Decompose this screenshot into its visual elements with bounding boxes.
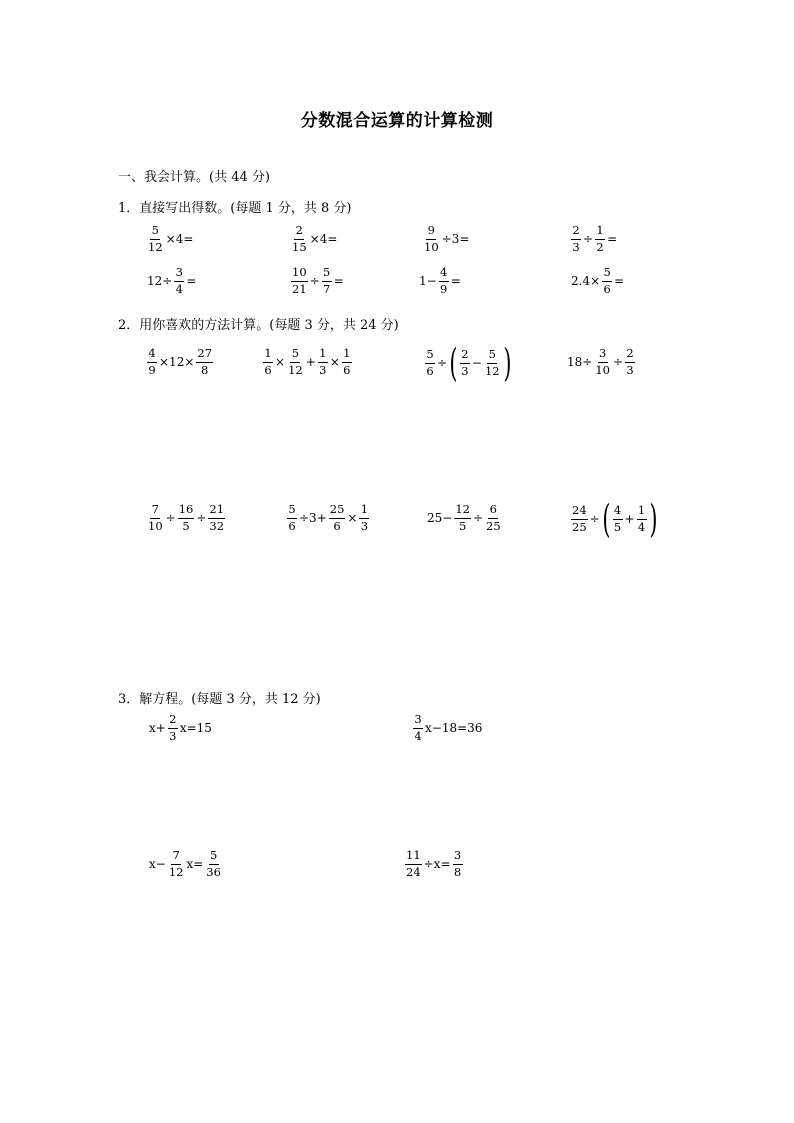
denominator: 6 [288,518,296,533]
denominator: 24 [406,864,421,879]
denominator: 36 [206,864,221,879]
fraction [359,503,369,534]
fraction [287,347,304,378]
fraction [147,224,164,255]
operator-text: 2.4× [571,274,601,289]
denominator: 7 [323,281,331,296]
numerator: 3 [413,713,423,729]
parenthesis: ) [502,341,512,385]
denominator: 10 [595,362,610,377]
operator-text: ÷ [589,512,600,526]
denominator: 4 [637,519,646,534]
operator-text: = [450,274,461,289]
expr-1-6 [290,266,345,297]
denominator: 12 [148,239,163,254]
fraction [453,849,463,880]
numerator: 1 [263,347,273,363]
numerator: 5 [287,503,297,519]
denominator: 10 [148,518,163,533]
operator-text: x= [186,857,204,872]
fraction [196,347,213,378]
denominator: 8 [453,864,462,879]
expr-1-7 [418,266,462,297]
numerator: 10 [291,266,308,282]
numerator: 5 [150,224,160,240]
numerator: 9 [426,224,436,240]
numerator: 2 [571,224,581,240]
denominator: 10 [424,239,439,254]
operator-text: ×4= [309,232,338,247]
expr-2-5 [146,503,226,534]
fraction [342,347,352,378]
denominator: 25 [572,519,587,534]
expr-1-1 [146,224,194,255]
parenthesis: ( [602,497,611,541]
numerator: 25 [329,503,346,519]
fraction [205,849,222,880]
numerator: 3 [453,849,463,865]
numerator: 7 [150,503,160,519]
denominator: 6 [264,362,272,377]
numerator: 5 [209,849,219,865]
operator-text: ÷ [196,511,207,526]
numerator: 1 [318,347,328,363]
fraction [484,348,501,379]
expr-1-2 [290,224,338,255]
fraction [637,504,647,535]
denominator: 3 [169,728,177,743]
fraction [178,503,195,534]
operator-text: + [305,355,316,370]
operator-text: x+ [149,721,166,736]
numerator: 6 [488,503,498,519]
fraction [594,347,611,378]
page-title: 分数混合运算的计算检测 [300,111,494,131]
fraction [625,347,635,378]
denominator: 4 [175,281,183,296]
operator-text: ÷ [309,274,320,289]
operator-text: × [275,355,286,370]
denominator: 5 [458,518,467,533]
numerator: 5 [487,348,497,364]
denominator: 3 [461,363,469,378]
operator-text: = [614,274,625,289]
equation-3-4 [404,849,464,880]
denominator: 6 [333,518,341,533]
operator-text: = [607,232,618,247]
fraction [174,266,184,297]
equation-3-1 [148,713,213,744]
operator-text: 1− [419,274,437,289]
numerator: 2 [625,347,635,363]
operator-text: x−18=36 [425,721,483,736]
fraction [439,266,449,297]
denominator: 15 [292,239,307,254]
denominator: 3 [360,518,369,533]
fraction [571,224,581,255]
numerator: 5 [322,266,332,282]
operator-text: x=15 [179,721,212,736]
expr-2-4 [566,347,636,378]
denominator: 5 [613,519,622,534]
operator-text: 12÷ [147,274,173,289]
question-heading-2: 2．用你喜欢的方法计算。(每题 3 分，共 24 分) [118,318,399,333]
numerator: 5 [425,348,435,364]
fraction [287,503,297,534]
numerator: 1 [595,224,605,240]
operator-text: ÷x= [423,857,451,872]
numerator: 7 [171,849,181,865]
numerator: 4 [147,347,157,363]
question-heading-1: 1．直接写出得数。(每题 1 分，共 8 分) [118,201,352,216]
denominator: 3 [626,362,634,377]
operator-text: ÷ [472,511,484,526]
expr-2-2 [262,347,353,378]
operator-text: ÷ [583,232,594,247]
fraction [318,347,328,378]
numerator: 5 [602,266,612,282]
fraction [168,849,185,880]
operator-text: ÷ [612,355,624,370]
numerator: 12 [454,503,471,519]
denominator: 6 [603,281,611,296]
fraction [423,224,440,255]
numerator: 2 [168,713,178,729]
fraction [263,347,273,378]
fraction [485,503,502,534]
numerator: 2 [294,224,304,240]
expr-1-3 [422,224,470,255]
fraction [454,503,471,534]
operator-text: ÷ [437,356,448,370]
numerator: 27 [196,347,213,363]
numerator: 24 [571,504,588,520]
operator-text: × [329,355,340,370]
expr-2-7 [426,503,503,534]
numerator: 1 [342,347,352,363]
fraction [291,266,308,297]
operator-text: ×4= [165,232,194,247]
expr-2-6 [286,503,370,534]
operator-text: 25− [427,511,453,526]
section-heading-1: 一、我会计算。(共 44 分) [118,170,270,185]
denominator: 21 [292,281,307,296]
operator-text: = [186,274,197,289]
operator-text: x− [149,857,166,872]
fraction [291,224,308,255]
operator-text: + [624,512,635,526]
parenthesis: ( [449,341,458,385]
parenthesis: ) [648,497,658,541]
denominator: 25 [486,518,501,533]
numerator: 3 [174,266,184,282]
denominator: 12 [484,363,500,378]
question-heading-3: 3．解方程。(每题 3 分，共 12 分) [118,692,321,707]
equation-3-3 [148,849,223,880]
fraction [147,503,164,534]
denominator: 8 [201,362,209,377]
fraction [602,266,612,297]
operator-text: ÷3+ [299,511,327,526]
expr-2-8 [570,497,658,541]
denominator: 2 [596,239,604,254]
denominator: 3 [572,239,580,254]
fraction [405,849,422,880]
numerator: 1 [359,503,369,519]
operator-text: = [333,274,344,289]
numerator: 1 [637,504,647,520]
numerator: 21 [208,503,225,519]
fraction [613,504,623,535]
denominator: 5 [182,518,190,533]
expr-2-3 [424,341,512,385]
denominator: 12 [168,864,184,879]
denominator: 3 [319,362,327,377]
operator-text: × [347,511,358,526]
operator-text: ÷ [165,511,176,526]
fraction [168,713,178,744]
fraction [425,348,435,379]
denominator: 12 [288,362,303,377]
fraction [460,348,470,379]
denominator: 9 [148,362,156,377]
fraction [147,347,157,378]
operator-text: ×12× [159,355,195,370]
denominator: 6 [426,363,434,378]
expr-2-1 [146,347,214,378]
fraction [208,503,225,534]
fraction [329,503,346,534]
numerator: 2 [460,348,470,364]
fraction [413,713,423,744]
denominator: 6 [343,362,351,377]
operator-text: − [471,356,482,370]
operator-text: 18÷ [567,355,593,370]
fraction [571,504,588,535]
numerator: 16 [178,503,195,519]
denominator: 32 [209,518,225,533]
numerator: 4 [613,504,623,520]
fraction [595,224,605,255]
expr-1-5 [146,266,197,297]
fraction [322,266,332,297]
numerator: 11 [405,849,422,865]
equation-3-2 [412,713,483,744]
numerator: 5 [290,347,300,363]
expr-1-8 [570,266,625,297]
numerator: 4 [439,266,449,282]
operator-text: ÷3= [441,232,470,247]
denominator: 4 [414,728,422,743]
expr-1-4 [570,224,618,255]
numerator: 3 [598,347,608,363]
denominator: 9 [440,281,448,296]
